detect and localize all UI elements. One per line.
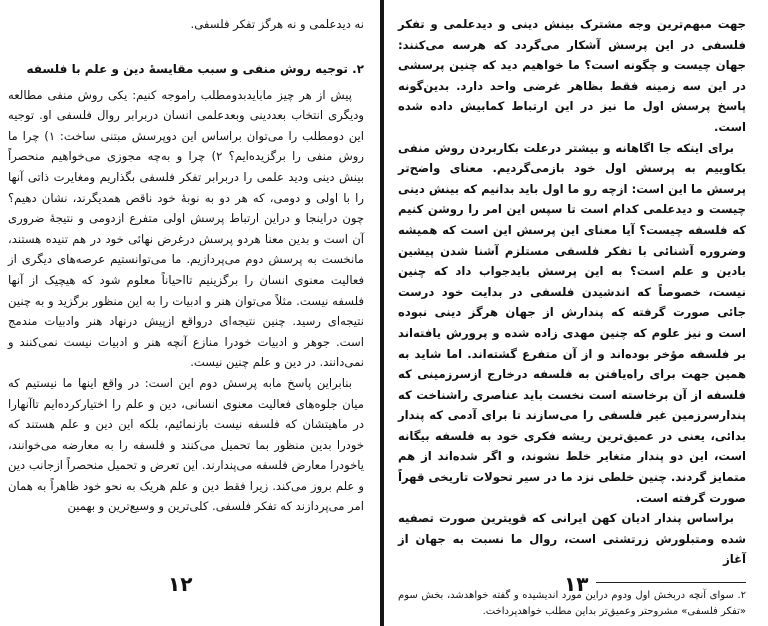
page-number-right: ۱۳: [564, 572, 589, 596]
right-page: [384, 0, 768, 626]
footnote: ۲. سوای آنچه دربخش اول ودوم دراین مورد اندیشیده و گفته خواهدشد، بخش سوم «تفکر فلسفی» مشروحتر وعمیق‌تر بداین مطلب خواهدپرداخت.: [398, 590, 746, 618]
section-heading: ۲. توجیه روش منفی و سبب مقایسهٔ دین و علم با فلسفه: [26, 61, 364, 76]
left-paragraph-2: بنابراین پاسخ مابه پرسش دوم این است: در واقع اینها ما نیستیم که میان جلوه‌های فعالیت معنوی انسانی، دین و علم را اختیارکرده‌ایم تاآنهارا در ماهیتشان که فلسفه نیست بازنمائیم، بلکه این دین و علم هستند که خودرا بدین منظور بما تحمیل می‌کنند و فلسفه را به معارضه می‌خوانند، یاخودرا معارض فلسفه می‌پندارند. این تعرض و تحمیل منحصراً ازجانب دین و علم بروز می‌کند. زیرا فقط دین و علم هریک به نحو خود ظاهراً به همان امر می‌پردازند که تفکر فلسفی. کلی‌ترین و وسیع‌ترین و بهمین: [7, 375, 364, 514]
page-number-left: ۱۲: [168, 572, 193, 596]
left-paragraph-1: پیش از هر چیز مابایدبدومطلب راموجه کنیم: یکی روش منفی مطالعه ودیگری انتخاب بعددینی وبعدعلمی انسان دربرابر روال فلسفی او. توجیه این دومطلب را می‌توان براساس این دوپرسش مبتنی ساخت: ۱) چرا ما روش منفی را برگزیده‌ایم؟ ۲) چرا و به‌چه مجوزی می‌خواهیم منحصراً بینش دینی ودید علمی را دربرابر تفکر فلسفی بگذاریم ومغایرت ذاتی آنها را با اولی و دومی، که هر دو به نوبهٔ خود ناقص همدیگرند، نشان دهیم؟ چون دراینجا و دراین ارتباط پرسش اولی متفرع ازدومی و نتیجهٔ ضروری آن است و بدین معنا هردو پرسش درغرض نهائی خود در هم تنیده هستند، مانخست به پرسش دوم می‌پردازیم. ما می‌توانستیم عرصه‌های دیگری از فعالیت معنوی انسان را برگزینیم تااحیاناً معلوم شود که هیچیک از آنها فلسفه نیست. مثلاً می‌توان هنر و ادبیات را به این منظور برگزید و به چنین نتیجه‌ای رسید. چنین نتیجه‌ای درواقع ازپیش درنهاد هنر وادبیات مندمج است. جوهر و ادبیات خودرا منازع آنچه هنر و ادبیات نیست نمی‌کنند و نمی‌دانند. در دین و علم چنین نیست.: [8, 87, 365, 370]
right-paragraph-3: براساس پندار ادیان کهن ایرانی که قویترین صورت تصفیه شده ومتبلورش زرتشتی است، روال ما نسبت به جهان از آغاز: [398, 511, 746, 567]
right-paragraph-1: جهت مبهم‌ترین وجه مشترک بینش دینی و دیدعلمی و تفکر فلسفی در این پرسش آشکار می‌گردد که هرسه می‌کنند: جهان چیست و چگونه است؟ ما خواهیم دید که چنین پرسشی در این سه زمینه فقط بظاهر غرضی واحد دارد. بدین‌گونه پاسخ پرسش اول ما نیز در این ارتباط کمابیش داده شده است.: [398, 17, 746, 134]
left-page: [0, 0, 380, 626]
right-paragraph-2: برای اینکه جا اگاهانه و بیشتر درعلت بکاربردن روش منفی بکاوییم به پرسش اول خود بازمی‌گردیم. معنای واضح‌تر پرسش ما این است: ازچه رو ما اول باید بدانیم که بینش دینی چیست و دیدعلمی کدام است تا سپس این امر را روشن کنیم که فلسفه چیست؟ آیا معنای این پرسش این است که همیشه وضروره آشنائی با تفکر فلسفی مستلزم آشنا شدن پیشین بادین و علم است؟ به این پرسش بایدجواب داد که چنین نیست، خصوصاً که اندشیدن فلسفی در بدایت خود درست جائی صورت گرفته که پندارش از جهان هرگز دینی نبوده است و نیز علوم که چنین مهدی زاده شده و پرورش یافته‌اند بر فلسفه مؤخر بوده‌اند و از آن متفرع گشته‌اند. اما شاید به همین جهت برای راه‌یافتن به فلسفه درخارج ازسرزمینی که فلسفه از آن برخاسته است نخست باید عناصری راشناخت که پندارسرزمین غیر فلسفی را می‌سازند تا برای آدمی که پندار بدائی، یعنی در عمیق‌ترین ریشه فکری خود به فلسفه بیگانه است، این دو پندار متغایر خلط نشوند، و اگر شده‌اند از هم متمایز گردند. چنین خلطی نزد ما در سیر تحولات تاریخی قهراً صورت گرفته است.: [398, 140, 746, 505]
footnote-rule: [596, 582, 746, 583]
left-intro-line: نه دیدعلمی و نه هرگز تفکر فلسفی.: [190, 17, 364, 31]
